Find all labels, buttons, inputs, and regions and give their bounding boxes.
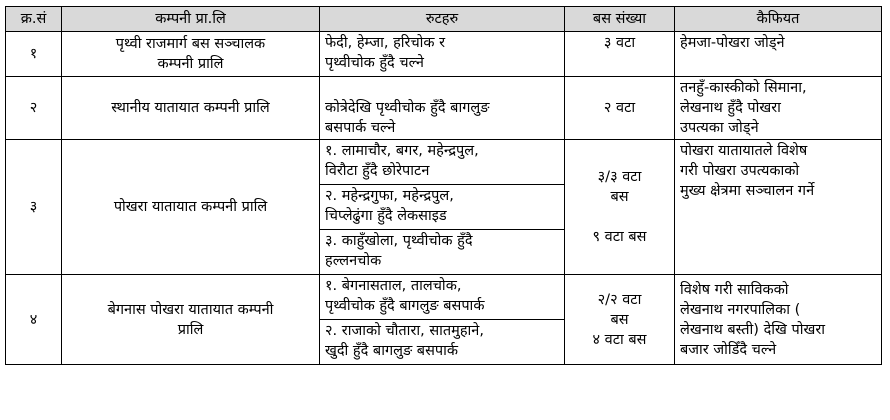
bus-count-line: ३/३ वटा <box>597 169 642 185</box>
remarks-cell <box>675 77 882 140</box>
table-row <box>6 275 882 320</box>
company-cell <box>62 32 320 77</box>
header-bus-count: बस संख्या <box>565 7 675 32</box>
company-line: कम्पनी प्रालि <box>157 56 224 72</box>
header-sn: क्र.सं <box>6 7 62 32</box>
route-cell <box>320 230 565 275</box>
route-line: १. लामाचौर, बगर, महेन्द्रपुल, <box>325 143 479 159</box>
remarks-line: गरी पोखरा उपत्यकाको <box>680 163 800 179</box>
remarks-cell <box>675 140 882 275</box>
remarks-line: लेखनाथ हुँदै पोखरा <box>680 100 781 116</box>
header-company: कम्पनी प्रा.लि <box>62 7 320 32</box>
bus-count-cell <box>565 32 675 77</box>
route-line: १. बेगनासताल, तालचोक, <box>325 278 462 294</box>
bus-count-line: बस <box>610 311 629 328</box>
bus-count-line: २/२ वटा <box>597 291 642 308</box>
route-line: हल्लनचोक <box>325 253 382 269</box>
route-line: खुदी हुँदै बागलुङ बसपार्क <box>325 343 459 359</box>
row-sn: २ <box>6 77 62 140</box>
bus-count-cell <box>565 275 675 365</box>
bus-count-cell <box>565 77 675 140</box>
table-row <box>6 32 882 77</box>
company-line: पोखरा यातायात कम्पनी प्रालि <box>113 199 268 215</box>
route-line: विरौटा हुँदै छोरेपाटन <box>325 163 430 179</box>
remarks-cell <box>675 275 882 365</box>
bus-count-line: बस <box>610 189 629 205</box>
company-cell <box>62 140 320 275</box>
remarks-cell <box>675 32 882 77</box>
remarks-line: लेखनाथ बस्ती) देखि पोखरा <box>680 321 826 338</box>
remarks-line: विशेष गरी साविकको <box>680 281 789 298</box>
route-cell <box>320 320 565 365</box>
bus-count-cell <box>565 140 675 275</box>
route-line: २. महेन्द्रगुफा, महेन्द्रपुल, <box>325 188 454 204</box>
row-sn: १ <box>6 32 62 77</box>
route-line: पृथ्वीचोक हुँदै बागलुङ बसपार्क <box>325 298 485 314</box>
row-sn: ४ <box>6 275 62 365</box>
route-cell <box>320 32 565 77</box>
bus-count-line: २ वटा <box>603 100 636 116</box>
route-line: ३. काहुँखोला, पृथ्वीचोक हुँदै <box>325 233 473 249</box>
route-line: पृथ्वीचोक हुँदै चल्ने <box>325 55 424 71</box>
company-line: प्रालि <box>177 321 204 338</box>
bus-count-line: ९ वटा बस <box>592 229 647 245</box>
route-line: चिप्लेढुंगा हुँदै लेकसाइड <box>325 208 447 224</box>
company-cell <box>62 77 320 140</box>
company-line: स्थानीय यातायात कम्पनी प्रालि <box>111 100 270 116</box>
remarks-line: लेखनाथ नगरपालिका ( <box>680 301 801 318</box>
route-cell <box>320 185 565 230</box>
remarks-line: मुख्य क्षेत्रमा सञ्चालन गर्ने <box>680 183 815 199</box>
bus-count-line: ३ वटा <box>603 35 636 51</box>
remarks-line: उपत्यका जोड्ने <box>680 120 759 136</box>
company-line: बेगनास पोखरा यातायात कम्पनी <box>107 301 274 318</box>
row-sn: ३ <box>6 140 62 275</box>
route-line: कोत्रेदेखि पृथ्वीचोक हुँदै बागलुङ <box>325 100 490 116</box>
table-row <box>6 140 882 185</box>
company-cell <box>62 275 320 365</box>
route-line: बसपार्क चल्ने <box>325 120 396 136</box>
remarks-line: बजार जोडिँदै चल्ने <box>680 341 777 358</box>
bus-count-line: ४ वटा बस <box>592 331 647 348</box>
header-remarks: कैफियत <box>675 7 882 32</box>
route-cell <box>320 140 565 185</box>
route-line: २. राजाको चौतारा, सातमुहाने, <box>325 323 484 339</box>
header-routes: रुटहरु <box>320 7 565 32</box>
route-cell <box>320 275 565 320</box>
table-row <box>6 77 882 140</box>
company-line: पृथ्वी राजमार्ग बस सञ्चालक <box>115 36 266 52</box>
bus-company-table <box>5 6 882 365</box>
remarks-line: तनहुँ-कास्कीको सिमाना, <box>680 80 807 96</box>
header-row <box>6 7 882 32</box>
route-cell <box>320 77 565 140</box>
remarks-line: पोखरा यातायातले विशेष <box>680 143 808 159</box>
route-line: फेदी, हेम्जा, हरिचोक र <box>325 35 446 51</box>
bus-count-spacer <box>570 207 669 227</box>
remarks-line: हेमजा-पोखरा जोड्ने <box>680 35 785 51</box>
